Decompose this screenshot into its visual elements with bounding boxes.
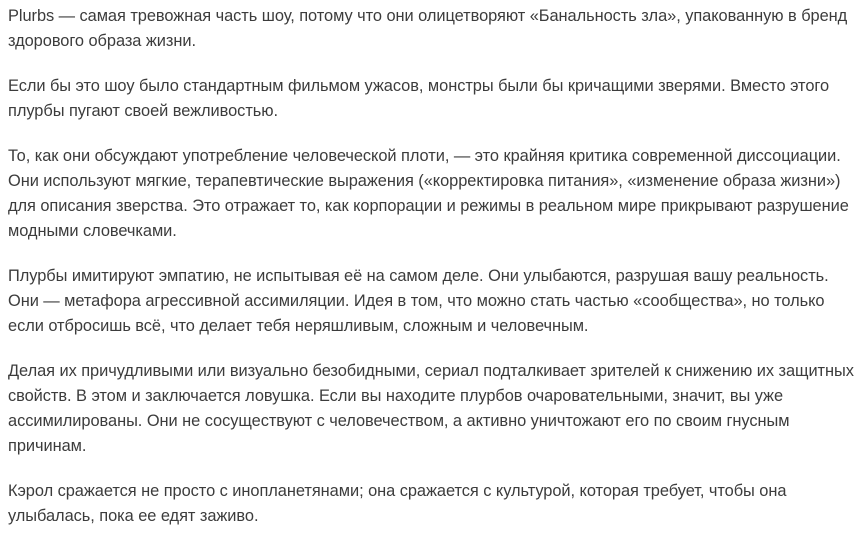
paragraph-4: Плурбы имитируют эмпатию, не испытывая её на самом деле. Они улыбаются, разрушая вашу реальность. Они — метафора агрессивной ассимиляции. Идея в том, что можно стать частью «сообщества», но только если отбросишь всё, что делает тебя неряшливым, сложным и человечным. (8, 267, 829, 335)
paragraph-5: Делая их причудливыми или визуально безобидными, сериал подталкивает зрителей к снижению их защитных свойств. В этом и заключается ловушка. Если вы находите плурбов очаровательными, значит, вы уже ассимилированы. Они не сосуществуют с человечеством, а активно уничтожают его по своим гнусным причинам. (8, 362, 854, 455)
paragraph-6: Кэрол сражается не просто с инопланетянами; она сражается с культурой, которая требует, чтобы она улыбалась, пока ее едят заживо. (8, 482, 787, 525)
paragraph-3: То, как они обсуждают употребление человеческой плоти, — это крайняя критика современной диссоциации. Они используют мягкие, терапевтические выражения («корректировка питания», «изменение образа жизни») для описания зверства. Это отражает то, как корпорации и режимы в реальном мире прикрывают разрушение модными словечками. (8, 147, 849, 240)
paragraph-1: Plurbs — самая тревожная часть шоу, потому что они олицетворяют «Банальность зла», упакованную в бренд здорового образа жизни. (8, 7, 848, 50)
paragraph-2: Если бы это шоу было стандартным фильмом ужасов, монстры были бы кричащими зверями. Вместо этого плурбы пугают своей вежливостью. (8, 77, 830, 120)
